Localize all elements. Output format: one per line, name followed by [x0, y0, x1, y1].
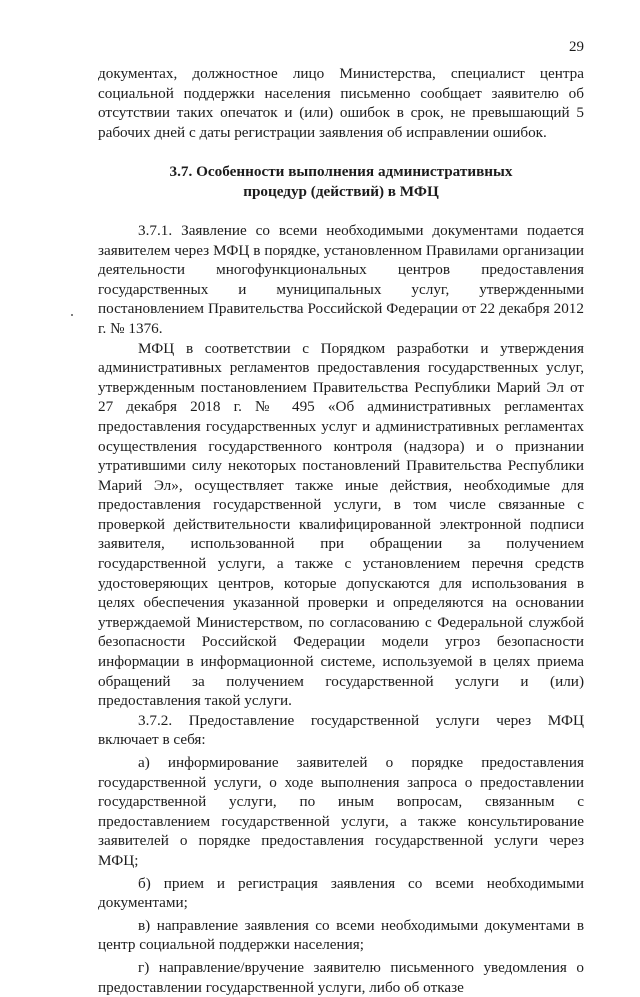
section-heading [98, 162, 584, 202]
list-item-a: а) информирование заявителей о порядке предоставления государственной услуги, о ходе выполнения запроса о предоставлении государственной услуги, по иным вопросам, связанным с предоставлением государственной услуги, а также консультирование заявителей о порядке предоставления государственной услуги через МФЦ; [98, 754, 584, 869]
intro-paragraph: документах, должностное лицо Министерства, специалист центра социальной поддержки населения письменно сообщает заявителю об отсутствии таких опечаток и (или) ошибок в срок, не превышающий 5 рабочих дней с даты регистрации заявления об исправлении ошибок. [98, 65, 584, 141]
paragraph-3-7-2: 3.7.2. Предоставление государственной услуги через МФЦ включает в себя: [98, 711, 584, 749]
scan-speck [71, 314, 73, 316]
page-number: 29 [569, 39, 584, 55]
list-item-v: в) направление заявления со всеми необходимыми документами в центр социальной поддержки населения; [98, 916, 584, 954]
list-item-g: г) направление/вручение заявителю письменного уведомления о предоставлении государственной услуги, либо об отказе [98, 958, 584, 996]
page-body [98, 64, 584, 997]
paragraph-mfc-actions: МФЦ в соответствии с Порядком разработки и утверждения административных регламентов предоставления государственных услуг, утвержденным постановлением Правительства Республики Марий Эл от 27 декабря 2018 г. № 495 «Об административных регламентах предоставления государственных услуг и административных регламентах осуществления государственного контроля (надзора) и о признании утратившими силу некоторых постановлений Правительства Республики Марий Эл», осуществляет также иные действия, необходимые для предоставления государственной услуги, в том числе связанные с проверкой действительности квалифицированной электронной подписи заявителя, использованной при обращении за получением государственной услуги, а также с установлением перечня средств удостоверяющих центров, которые допускаются для использования в целях обеспечения указанной проверки и определяются на основании утверждаемой Министерством, по согласованию с Федеральной службой безопасности Российской Федерации модели угроз безопасности информации в информационной системе, используемой в целях приема обращений за получением государственной услуги и (или) предоставления такой услуги. [98, 339, 584, 710]
list-item-b: б) прием и регистрация заявления со всеми необходимыми документами; [98, 874, 584, 912]
section-heading-line-1: 3.7. Особенности выполнения административных [169, 163, 513, 181]
section-heading-line-2: процедур (действий) в МФЦ [243, 183, 439, 201]
paragraph-3-7-1: 3.7.1. Заявление со всеми необходимыми документами подается заявителем через МФЦ в порядке, установленном Правилами организации деятельности многофункциональных центров предоставления государственных и муниципальных услуг, утвержденными постановлением Правительства Российской Федерации от 22 декабря 2012 г. № 1376. [98, 221, 584, 337]
